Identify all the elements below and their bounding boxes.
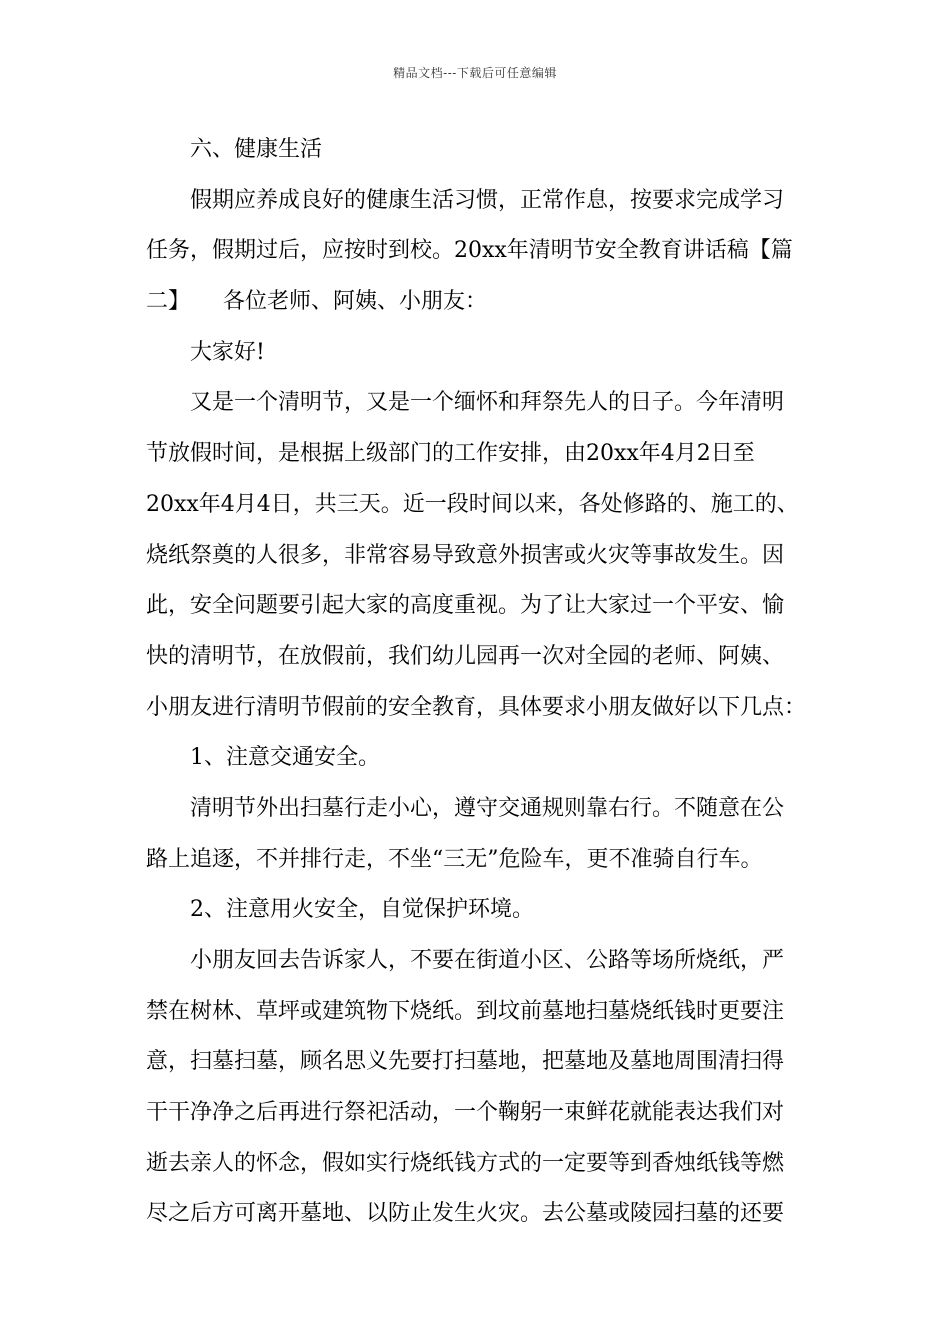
paragraph-line: 又是一个清明节，又是一个缅怀和拜祭先人的日子。今年清明 <box>190 390 785 416</box>
greeting-line: 大家好! <box>190 339 265 365</box>
point-heading-traffic-safety: 1、注意交通安全。 <box>190 745 380 771</box>
paragraph-line: 路上追逐，不并排行走，不坐“三无”危险车，更不准骑自行车。 <box>146 846 763 872</box>
paragraph-line: 快的清明节，在放假前，我们幼儿园再一次对全园的老师、阿姨、 <box>146 643 785 669</box>
paragraph-line: 小朋友回去告诉家人，不要在街道小区、公路等场所烧纸，严 <box>190 948 785 973</box>
paragraph-line: 假期应养成良好的健康生活习惯，正常作息，按要求完成学习 <box>190 187 785 213</box>
paragraph-line: 意，扫墓扫墓，顾名思义先要打扫墓地，把墓地及墓地周围清扫得 <box>146 1049 785 1075</box>
point-heading-fire-safety: 2、注意用火安全，自觉保护环境。 <box>190 897 534 923</box>
paragraph-line: 干干净净之后再进行祭祀活动，一个鞠躬一束鲜花就能表达我们对 <box>146 1100 785 1126</box>
paragraph-line: 禁在树林、草坪或建筑物下烧纸。到坟前墓地扫墓烧纸钱时更要注 <box>146 998 785 1024</box>
paragraph-line: 小朋友进行清明节假前的安全教育，具体要求小朋友做好以下几点： <box>146 694 807 720</box>
paragraph-line: 节放假时间，是根据上级部门的工作安排，由20xx年4月2日至 <box>146 441 755 467</box>
paragraph-line: 尽之后方可离开墓地、以防止发生火灾。去公墓或陵园扫墓的还要 <box>146 1201 785 1227</box>
paragraph-line: 任务，假期过后，应按时到校。20xx年清明节安全教育讲话稿【篇 <box>146 238 793 264</box>
paragraph-line: 逝去亲人的怀念，假如实行烧纸钱方式的一定要等到香烛纸钱等燃 <box>146 1150 785 1176</box>
paragraph-line: 20xx年4月4日，共三天。近一段时间以来，各处修路的、施工的、 <box>146 491 799 517</box>
document-body <box>146 125 822 1240</box>
paragraph-line: 二】 各位老师、阿姨、小朋友： <box>146 289 488 315</box>
paragraph-line: 清明节外出扫墓行走小心，遵守交通规则靠右行。不随意在公 <box>190 795 785 821</box>
page-header: 精品文档---下载后可任意编辑 <box>393 66 557 80</box>
paragraph-line: 此，安全问题要引起大家的高度重视。为了让大家过一个平安、愉 <box>146 593 785 619</box>
paragraph-line: 烧纸祭奠的人很多，非常容易导致意外损害或火灾等事故发生。因 <box>146 542 785 568</box>
section-heading-healthy-life: 六、健康生活 <box>190 137 323 162</box>
